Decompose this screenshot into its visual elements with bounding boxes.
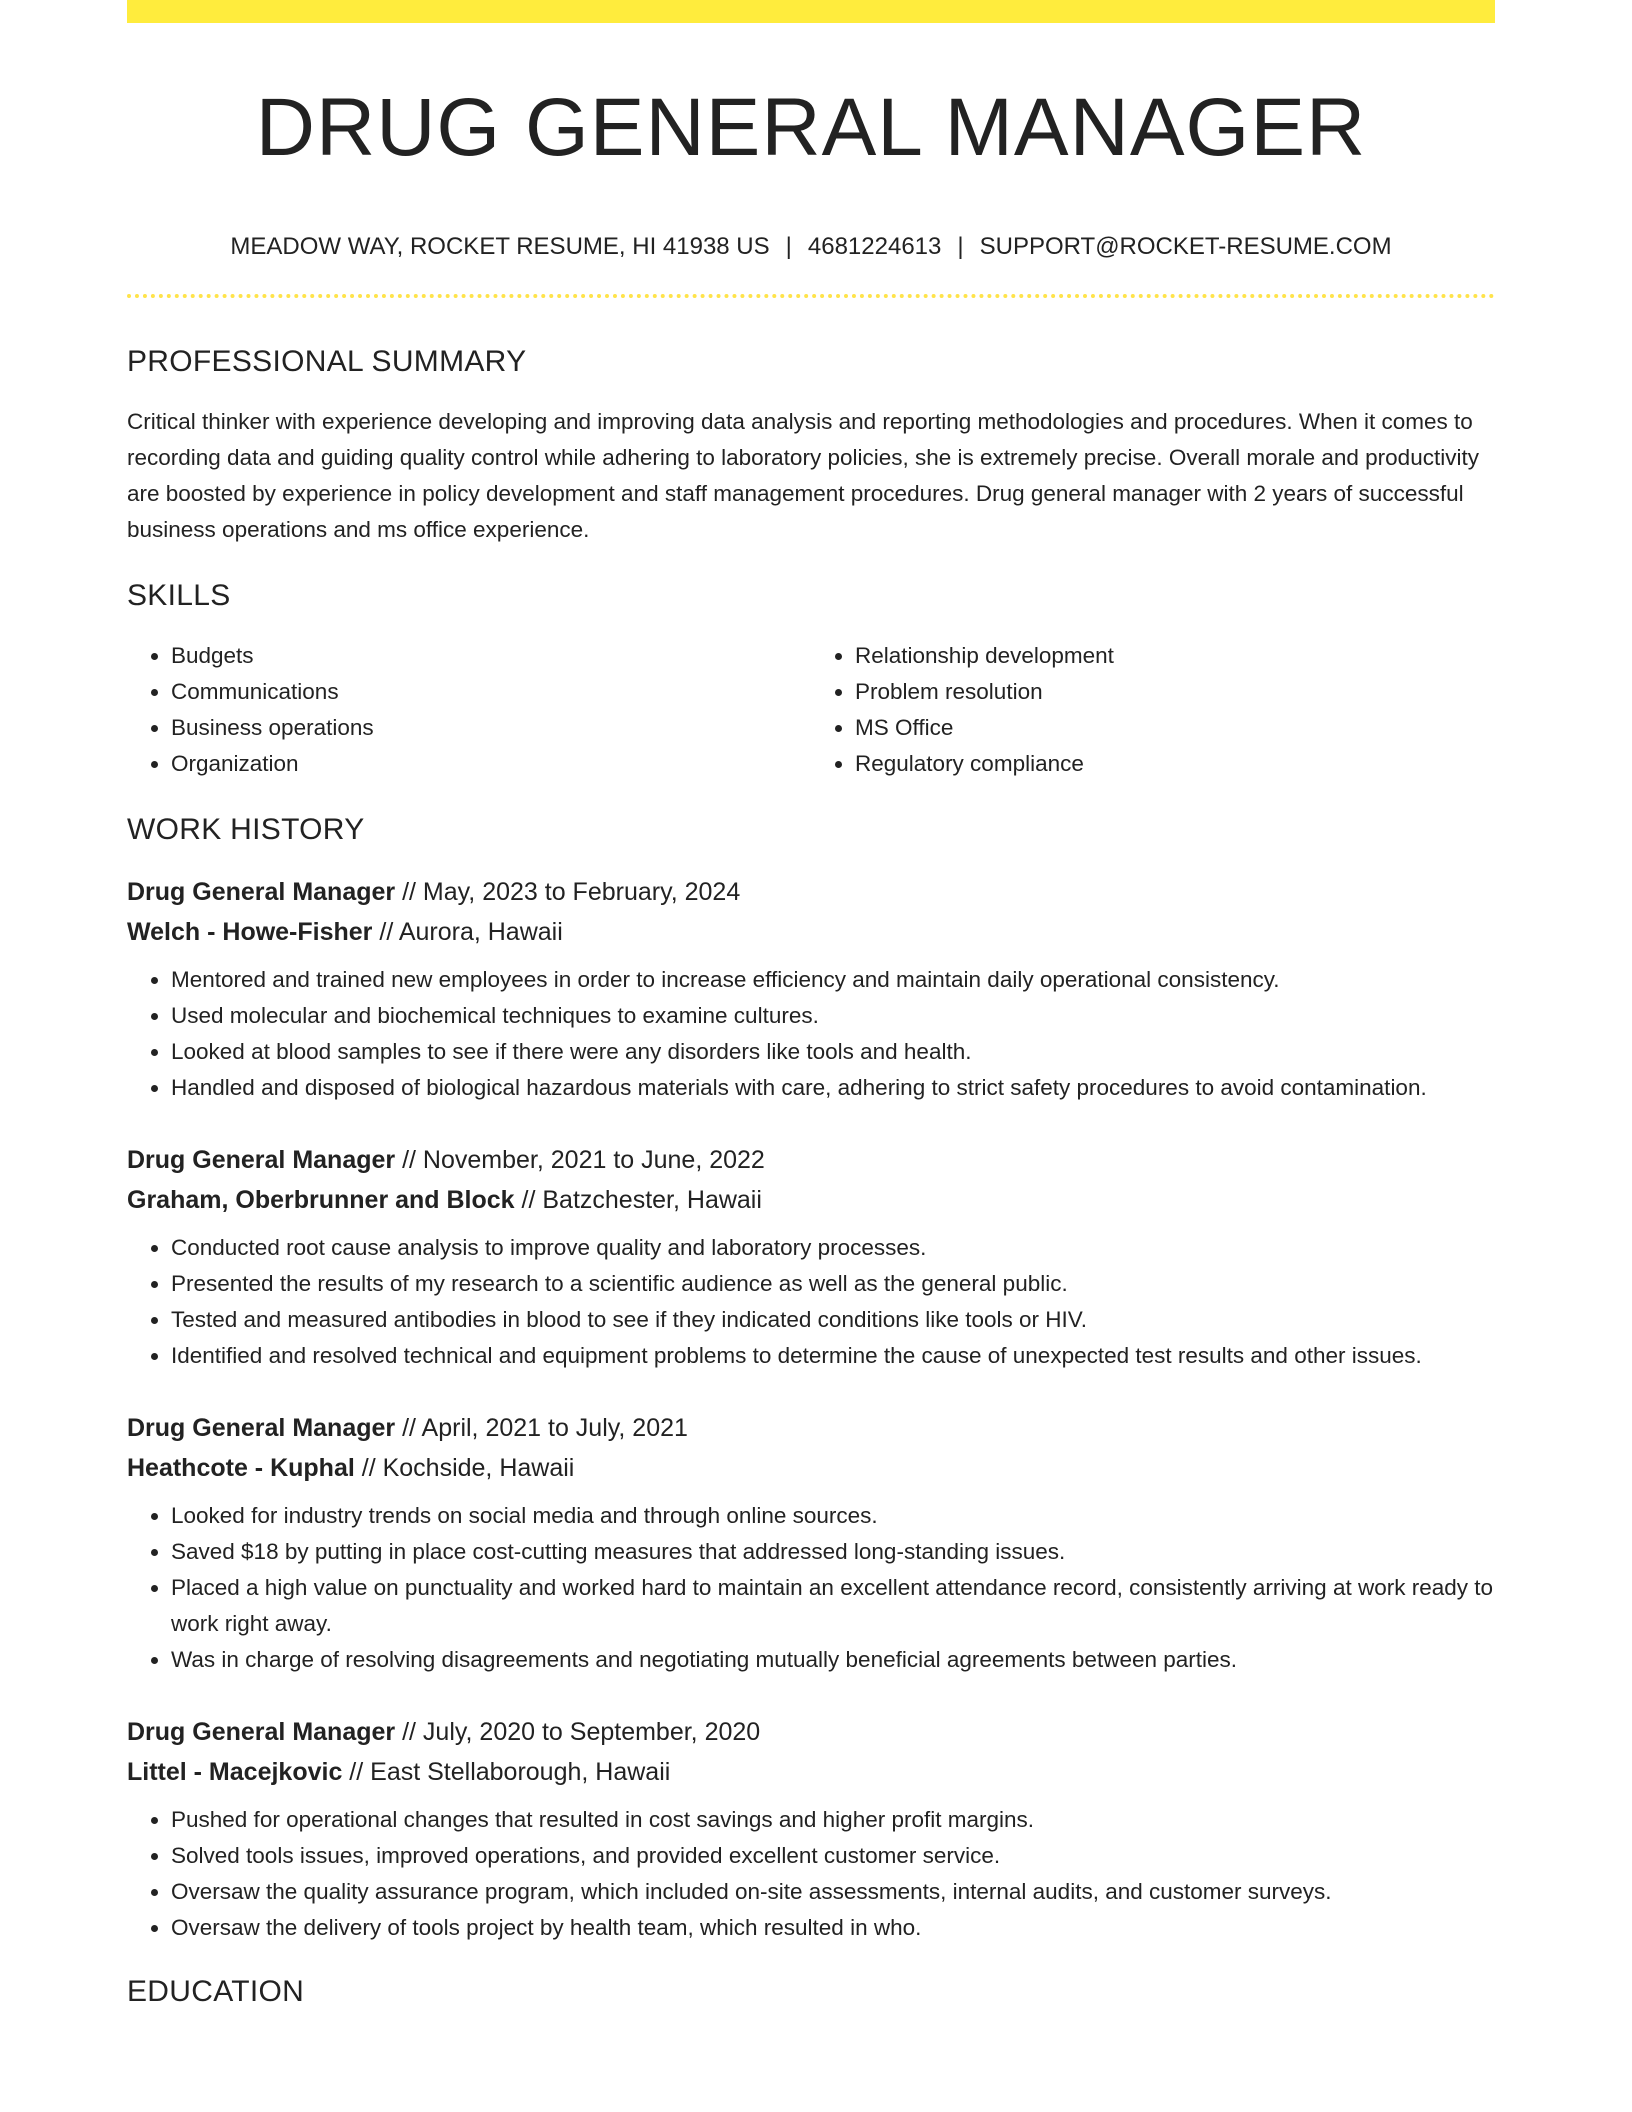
job-company-line <box>127 1448 1495 1488</box>
job-bullet: • Saved $18 by putting in place cost-cutting measures that addressed long-standing issues. <box>171 1534 1495 1570</box>
job-bullet: • Tested and measured antibodies in blood to see if they indicated conditions like tools or HIV. <box>171 1302 1495 1338</box>
job-bullet: • Looked at blood samples to see if there were any disorders like tools and health. <box>171 1034 1495 1070</box>
job-company-line <box>127 1180 1495 1220</box>
job-bullets <box>127 1498 1495 1678</box>
accent-top-bar <box>127 0 1495 23</box>
job-location: // Kochside, Hawaii <box>354 1453 575 1482</box>
skills-column-left <box>127 638 811 782</box>
job-bullets <box>127 1230 1495 1374</box>
contact-line <box>127 233 1495 262</box>
job-title: Drug General Manager <box>127 1145 396 1174</box>
summary-heading: PROFESSIONAL SUMMARY <box>127 344 527 378</box>
job-dates: // November, 2021 to June, 2022 <box>395 1145 765 1174</box>
job-location: // East Stellaborough, Hawaii <box>342 1757 671 1786</box>
resume-page <box>127 0 1495 2112</box>
job-company: Welch - Howe-Fisher <box>127 917 373 946</box>
skills-heading: SKILLS <box>127 578 231 612</box>
skill-item: • Communications <box>171 674 811 710</box>
job-company: Graham, Oberbrunner and Block <box>127 1185 515 1214</box>
job-bullet: • Conducted root cause analysis to improve quality and laboratory processes. <box>171 1230 1495 1266</box>
job-bullet: • Oversaw the delivery of tools project by health team, which resulted in who. <box>171 1910 1495 1946</box>
job-dates: // April, 2021 to July, 2021 <box>395 1413 688 1442</box>
job-bullet: • Placed a high value on punctuality and worked hard to maintain an excellent attendance record, consistently arriving at work ready to work right away. <box>171 1570 1495 1642</box>
job-title: Drug General Manager <box>127 1413 396 1442</box>
job-location: // Aurora, Hawaii <box>372 917 563 946</box>
job-bullet: • Was in charge of resolving disagreements and negotiating mutually beneficial agreements between parties. <box>171 1642 1495 1678</box>
job-entry <box>127 1140 1495 1374</box>
job-bullet: • Used molecular and biochemical techniques to examine cultures. <box>171 998 1495 1034</box>
job-bullet: • Oversaw the quality assurance program, which included on-site assessments, internal audits, and customer surveys. <box>171 1874 1495 1910</box>
job-bullet: • Identified and resolved technical and equipment problems to determine the cause of unexpected test results and other issues. <box>171 1338 1495 1374</box>
job-entry <box>127 1712 1495 1946</box>
job-title-line <box>127 1140 1495 1180</box>
skill-item: • Problem resolution <box>855 674 1495 710</box>
contact-address: MEADOW WAY, ROCKET RESUME, HI 41938 US <box>230 233 770 261</box>
candidate-name: DRUG GENERAL MANAGER <box>255 82 1367 173</box>
skill-item: • MS Office <box>855 710 1495 746</box>
job-bullets <box>127 962 1495 1106</box>
work-history-heading: WORK HISTORY <box>127 812 365 846</box>
job-bullet: • Mentored and trained new employees in order to increase efficiency and maintain daily operational consistency. <box>171 962 1495 998</box>
job-company-line <box>127 1752 1495 1792</box>
skills-grid <box>127 638 1495 782</box>
summary-text: Critical thinker with experience developing and improving data analysis and reporting methodologies and procedures. When it comes to recording data and guiding quality control while adhering to laboratory policies, she is extremely precise. Overall morale and productivity are boosted by experience in policy development and staff management procedures. Drug general manager with 2 years of successful business operations and ms office experience. <box>127 408 1479 542</box>
contact-phone: 4681224613 <box>807 233 942 261</box>
contact-separator: | <box>785 233 792 261</box>
skill-item: • Organization <box>171 746 811 782</box>
job-title-line <box>127 1408 1495 1448</box>
job-entry <box>127 872 1495 1106</box>
skill-item: • Business operations <box>171 710 811 746</box>
job-bullet: • Solved tools issues, improved operations, and provided excellent customer service. <box>171 1838 1495 1874</box>
job-dates: // July, 2020 to September, 2020 <box>395 1717 761 1746</box>
skills-column-right <box>811 638 1495 782</box>
job-title-line <box>127 872 1495 912</box>
job-company: Heathcote - Kuphal <box>127 1453 355 1482</box>
job-location: // Batzchester, Hawaii <box>514 1185 762 1214</box>
contact-email: SUPPORT@ROCKET-RESUME.COM <box>979 233 1392 261</box>
skill-item: • Budgets <box>171 638 811 674</box>
job-bullet: • Pushed for operational changes that resulted in cost savings and higher profit margins. <box>171 1802 1495 1838</box>
job-title: Drug General Manager <box>127 1717 396 1746</box>
job-entry <box>127 1408 1495 1678</box>
skill-item: • Relationship development <box>855 638 1495 674</box>
job-bullet: • Handled and disposed of biological hazardous materials with care, adhering to strict safety procedures to avoid contamination. <box>171 1070 1495 1106</box>
job-company: Littel - Macejkovic <box>127 1757 343 1786</box>
job-bullet: • Presented the results of my research to a scientific audience as well as the general public. <box>171 1266 1495 1302</box>
job-bullets <box>127 1802 1495 1946</box>
education-heading: EDUCATION <box>127 1974 305 2008</box>
contact-separator: | <box>957 233 964 261</box>
dotted-divider <box>127 294 1495 298</box>
skill-item: • Regulatory compliance <box>855 746 1495 782</box>
job-title-line <box>127 1712 1495 1752</box>
job-bullet: • Looked for industry trends on social media and through online sources. <box>171 1498 1495 1534</box>
job-dates: // May, 2023 to February, 2024 <box>395 877 741 906</box>
job-company-line <box>127 912 1495 952</box>
job-title: Drug General Manager <box>127 877 396 906</box>
